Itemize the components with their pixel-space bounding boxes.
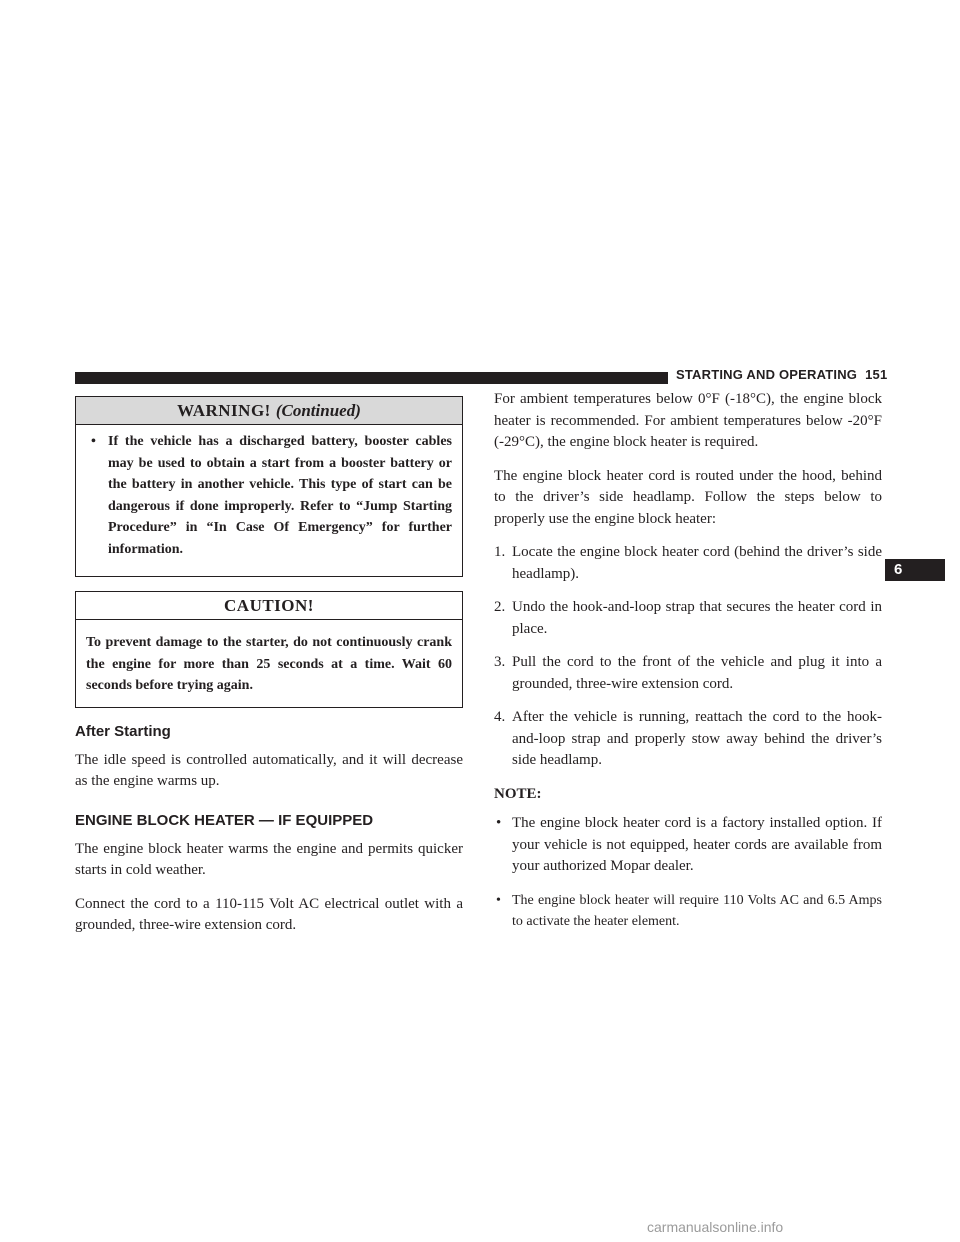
notes-list bbox=[494, 813, 882, 933]
heater-connect-paragraph: Connect the cord to a 110-115 Volt AC electrical outlet with a grounded, three-wire extension cord. bbox=[75, 895, 463, 933]
step-text: Locate the engine block heater cord (behind the driver’s side headlamp). bbox=[512, 544, 882, 582]
step-text: Undo the hook-and-loop strap that secures the heater cord in place. bbox=[512, 599, 882, 637]
list-item bbox=[494, 707, 882, 772]
heater-temperature-paragraph: For ambient temperatures below 0°F (-18°C), the engine block heater is recommended. For ambient temperatures below -20°F (-29°C), the engine block heater is required. bbox=[494, 391, 882, 450]
warning-item-text: If the vehicle has a discharged battery, booster cables may be used to obtain a start from a booster battery or the battery in another vehicle. This type of start can be dangerous if done improperly. Refer to “Jump Starting Procedure” in “In Case Of Emergency” for further information. bbox=[108, 434, 452, 557]
list-item bbox=[494, 652, 882, 695]
step-number: 3. bbox=[494, 654, 506, 670]
note-text: The engine block heater will require 110 Volts AC and 6.5 Amps to activate the heater element. bbox=[512, 892, 882, 929]
bullet-icon: • bbox=[91, 434, 96, 449]
caution-header bbox=[76, 592, 462, 620]
step-text: Pull the cord to the front of the vehicle and plug it into a grounded, three-wire extension cord. bbox=[512, 654, 882, 692]
step-number: 2. bbox=[494, 599, 506, 615]
heater-steps-list bbox=[494, 542, 882, 772]
list-item bbox=[494, 597, 882, 640]
warning-title: WARNING! bbox=[177, 401, 271, 420]
after-starting-text: The idle speed is controlled automatically, and it will decrease as the engine warms up. bbox=[75, 751, 463, 789]
chapter-tab: 6 bbox=[885, 559, 945, 581]
bullet-icon: • bbox=[496, 892, 501, 908]
caution-title: CAUTION! bbox=[224, 596, 314, 615]
note-text: The engine block heater cord is a factory installed option. If your vehicle is not equipped, heater cords are available from your authorized Mopar dealer. bbox=[512, 815, 882, 874]
heater-intro-paragraph: The engine block heater warms the engine and permits quicker starts in cold weather. bbox=[75, 840, 463, 878]
section-title: STARTING AND OPERATING bbox=[676, 367, 858, 382]
warning-item bbox=[86, 431, 452, 560]
after-starting-heading: After Starting bbox=[75, 722, 171, 740]
engine-block-heater-heading: ENGINE BLOCK HEATER — IF EQUIPPED bbox=[75, 811, 374, 829]
note-label: NOTE: bbox=[494, 785, 542, 802]
left-column bbox=[75, 396, 463, 937]
caution-box bbox=[75, 591, 463, 708]
list-item bbox=[494, 813, 882, 878]
right-column bbox=[494, 389, 882, 933]
warning-body bbox=[76, 425, 462, 576]
warning-box bbox=[75, 396, 463, 577]
list-item bbox=[494, 542, 882, 585]
warning-header bbox=[76, 397, 462, 425]
bullet-icon: • bbox=[496, 815, 502, 831]
page-number: 151 bbox=[865, 367, 888, 382]
caution-text: To prevent damage to the starter, do not continuously crank the engine for more than 25 seconds at a time. Wait 60 seconds before trying again. bbox=[86, 635, 452, 693]
running-head bbox=[676, 367, 887, 382]
warning-continued: (Continued) bbox=[275, 401, 361, 420]
list-item bbox=[494, 890, 882, 933]
step-text: After the vehicle is running, reattach the cord to the hook-and-loop strap and properly stow away behind the driver’s side headlamp. bbox=[512, 709, 882, 768]
watermark: carmanualsonline.info bbox=[647, 1219, 784, 1235]
step-number: 1. bbox=[494, 544, 506, 560]
header-rule bbox=[75, 372, 668, 384]
heater-cord-paragraph: The engine block heater cord is routed under the hood, behind to the driver’s side headlamp. Follow the steps below to properly use the engine block heater: bbox=[494, 467, 882, 527]
step-number: 4. bbox=[494, 709, 506, 725]
